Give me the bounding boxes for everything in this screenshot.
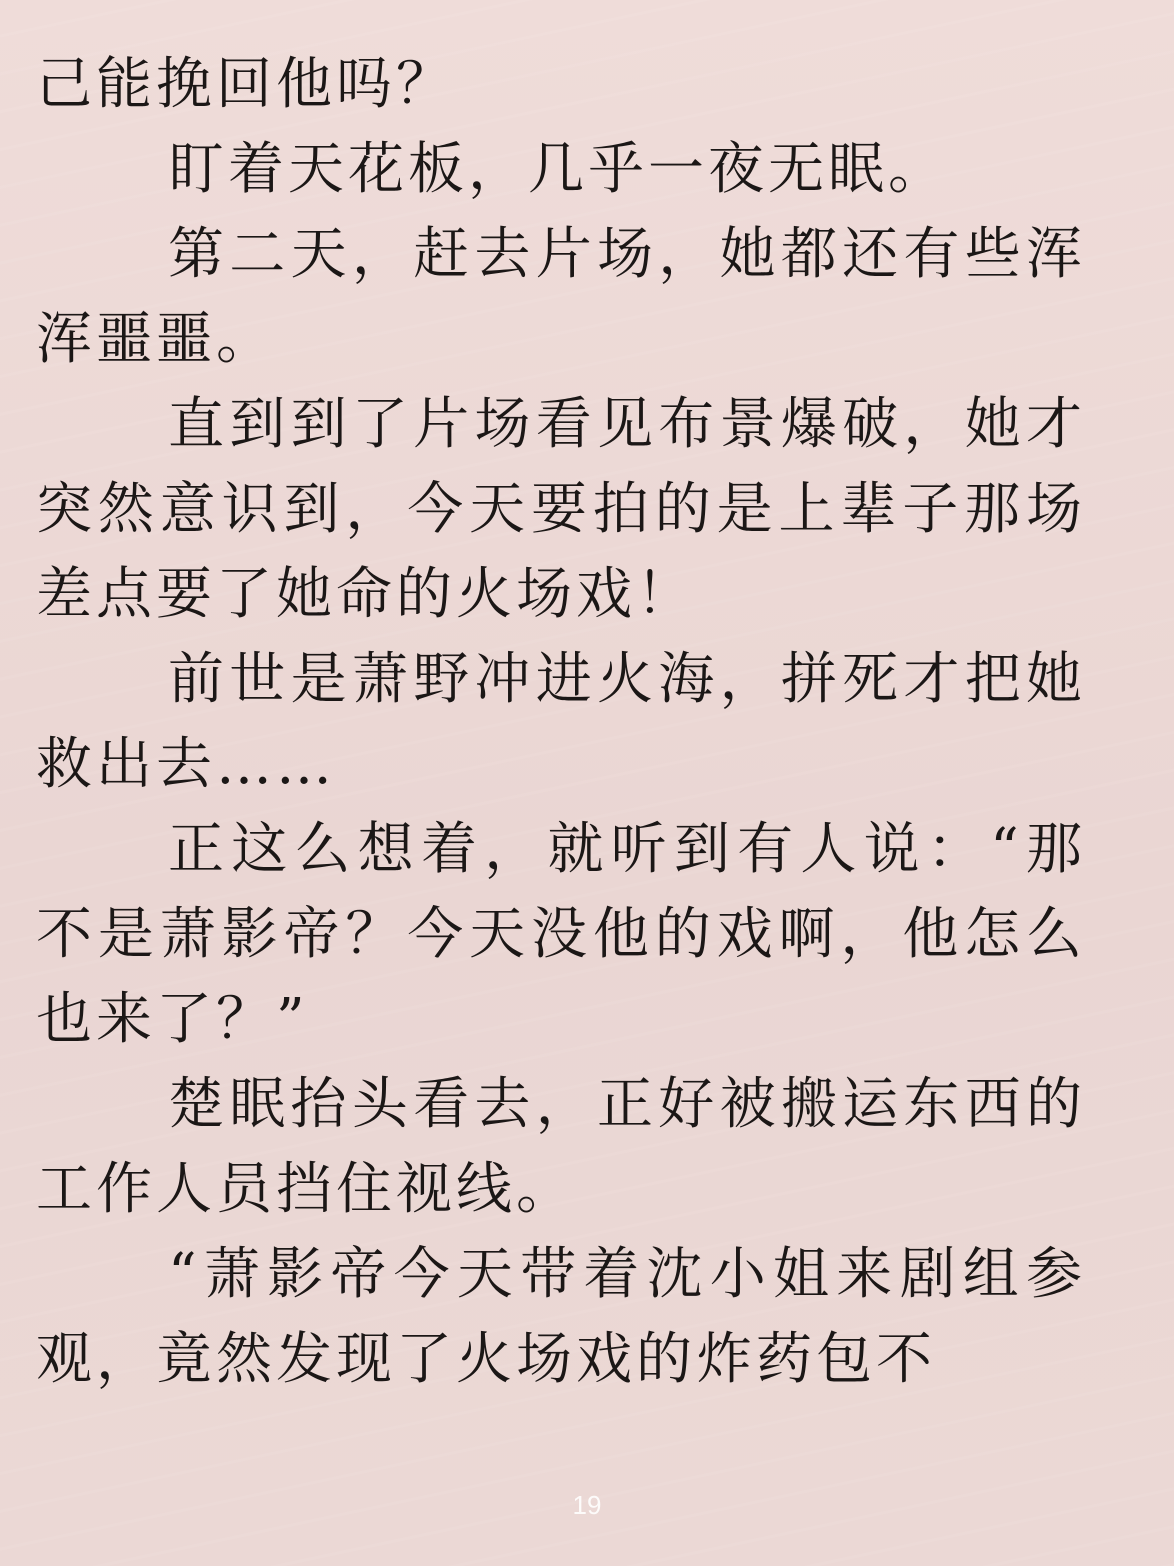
paragraph: 正这么想着，就听到有人说：“那不是萧影帝？今天没他的戏啊，他怎么也来了？” xyxy=(36,817,1086,1052)
paragraph: 前世是萧野冲进火海，拼死才把她救出去…… xyxy=(36,647,1086,797)
paragraph: 盯着天花板，几乎一夜无眠。 xyxy=(168,137,948,202)
paragraph: “萧影帝今天带着沈小姐来剧组参观，竟然发现了火场戏的炸药包不 xyxy=(36,1242,1086,1392)
paragraph: 直到到了片场看见布景爆破，她才突然意识到，今天要拍的是上辈子那场差点要了她命的火场戏！ xyxy=(36,392,1086,627)
paragraph: 第二天，赶去片场，她都还有些浑浑噩噩。 xyxy=(36,222,1086,372)
page-text xyxy=(36,42,1086,1402)
page-number: 19 xyxy=(572,1490,602,1520)
paragraph-continuation: 己能挽回他吗？ xyxy=(36,52,456,117)
paragraph: 楚眠抬头看去，正好被搬运东西的工作人员挡住视线。 xyxy=(36,1072,1086,1222)
